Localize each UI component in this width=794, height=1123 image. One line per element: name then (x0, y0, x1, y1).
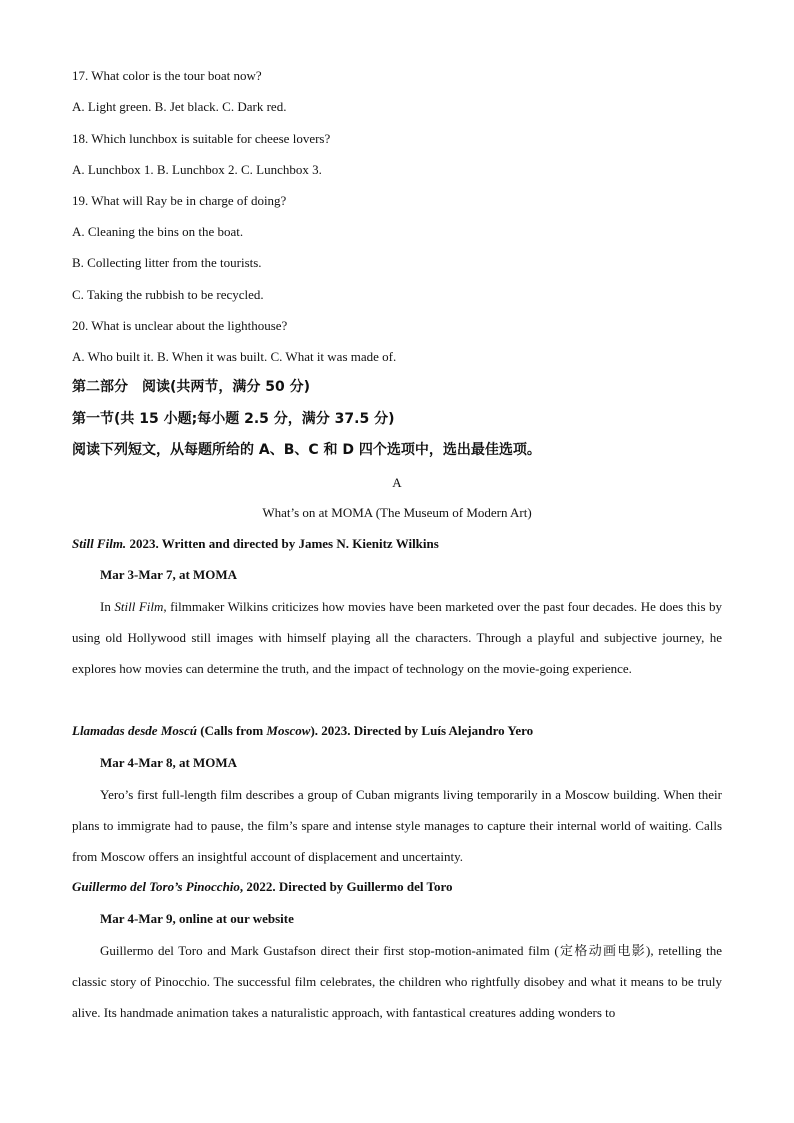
film-3-title-rest: , 2022. Directed by Guillermo del Toro (239, 879, 453, 894)
film-3-dates: Mar 4-Mar 9, online at our website (100, 911, 294, 926)
film-2-title-mid: (Calls from (196, 723, 267, 738)
film-2-body: Yero’s first full-length film describes a group of Cuban migrants living temporarily in a Moscow building. When their plans to immigrate had to pause, the film’s spare and intense style manages to capture their internal world of waiting. Calls from Moscow offers an insightful account of displacement and uncertainty. (72, 787, 722, 864)
film-2-description (72, 779, 722, 872)
film-2-title (72, 722, 722, 740)
film-1-title-rest: 2023. Written and directed by James N. Kienitz Wilkins (126, 536, 439, 551)
section-subheading: 第一节(共 15 小题;每小题 2.5 分，满分 37.5 分) (72, 411, 395, 427)
film-1-title (72, 535, 722, 553)
film-2-title-italic2: Moscow (266, 723, 311, 738)
film-2-title-italic: Llamadas desde Moscú (72, 723, 197, 738)
film-1-body-italic: Still Film (114, 599, 164, 614)
passage-letter: A (392, 475, 402, 490)
question-18-options: A. Lunchbox 1. B. Lunchbox 2. C. Lunchbox 3. (72, 162, 322, 177)
question-19-option-b: B. Collecting litter from the tourists. (72, 255, 262, 270)
question-19-option-c: C. Taking the rubbish to be recycled. (72, 287, 264, 302)
question-19: 19. What will Ray be in charge of doing? (72, 193, 287, 208)
question-19-option-a: A. Cleaning the bins on the boat. (72, 224, 244, 239)
film-3-body: Guillermo del Toro and Mark Gustafson direct their first stop-motion-animated film (定格动画电影), retelling the classic story of Pinocchio. The successful film celebrates, the children who rightfully disobey and what it means to be truly alive. Its handmade animation takes a naturalistic approach, with fantastical creatures adding wonders to (72, 943, 722, 1020)
film-3-title (72, 878, 722, 896)
film-3-description (72, 935, 722, 1028)
section-heading: 第二部分 阅读(共两节，满分 50 分) (72, 379, 311, 395)
question-20: 20. What is unclear about the lighthouse? (72, 318, 288, 333)
film-1-body-pre: In (100, 599, 115, 614)
question-17: 17. What color is the tour boat now? (72, 68, 262, 83)
film-2-dates: Mar 4-Mar 8, at MOMA (100, 755, 238, 770)
film-1-body: , filmmaker Wilkins criticizes how movies have been marketed over the past four decades. He does this by using old Hollywood still images with himself playing all the characters. Through a playful and subjective journey, he explores how movies can determine the truth, and the impact of technology on the movie-going experience. (72, 599, 723, 676)
film-3-title-italic: Guillermo del Toro’s Pinocchio (72, 879, 240, 894)
question-20-options: A. Who built it. B. When it was built. C. What it was made of. (72, 349, 397, 364)
section-instruction: 阅读下列短文，从每题所给的 A、B、C 和 D 四个选项中，选出最佳选项。 (72, 442, 541, 458)
question-17-options: A. Light green. B. Jet black. C. Dark red. (72, 99, 287, 114)
question-18: 18. Which lunchbox is suitable for cheese lovers? (72, 131, 331, 146)
passage-title: What’s on at MOMA (The Museum of Modern Art) (262, 505, 532, 520)
film-2-title-rest: ). 2023. Directed by Luís Alejandro Yero (310, 723, 534, 738)
film-1-dates: Mar 3-Mar 7, at MOMA (100, 567, 238, 582)
film-1-title-italic: Still Film. (72, 536, 127, 551)
film-1-description (72, 591, 722, 684)
